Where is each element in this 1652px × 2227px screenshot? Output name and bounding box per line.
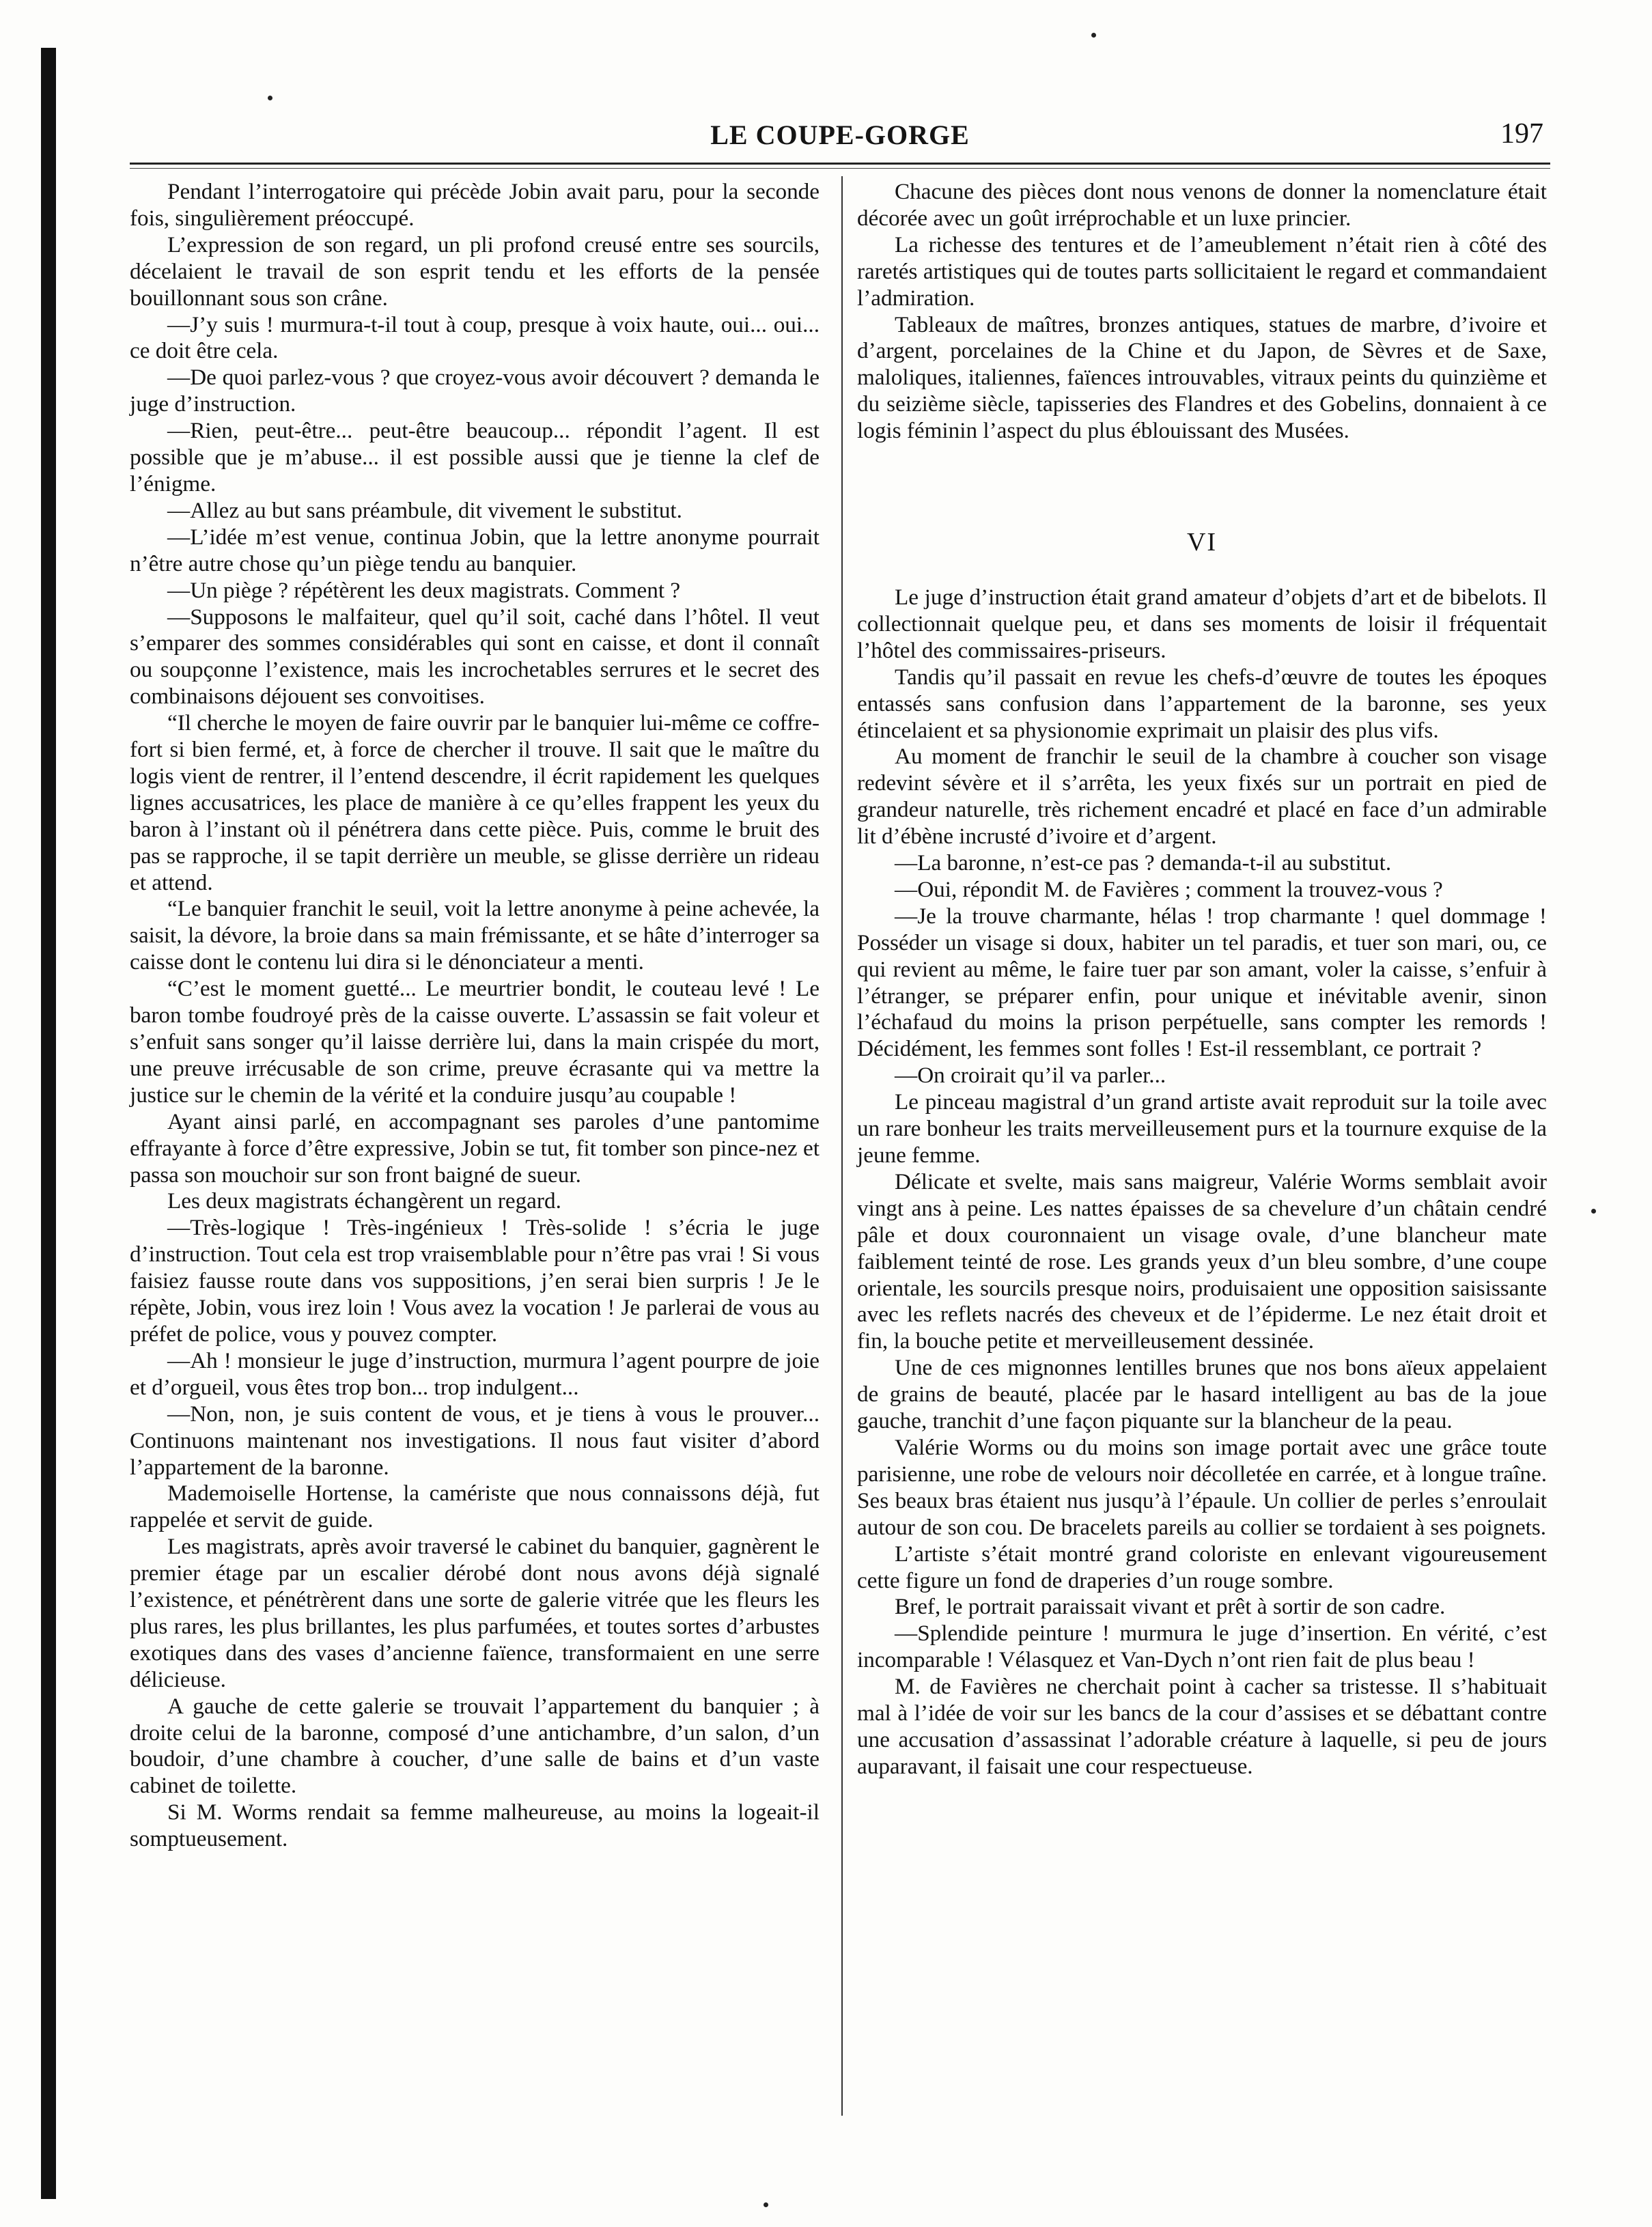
paragraph: Valérie Worms ou du moins son image portait avec une grâce toute parisienne, une robe de velours noir décolletée en carrée, et à longue traîne. Ses beaux bras étaient nus jusqu’à l’épaule. Un collier de perles s’enroulait autour de son cou. De bracelets pareils au collier se tordaient à ses poignets. [857,1434,1547,1540]
paragraph: —Je la trouve charmante, hélas ! trop charmante ! quel dommage ! Posséder un visage si doux, habiter un tel paradis, et tuer son mari, ou, ce qui revient au même, le faire tuer par son amant, voler la caisse, s’enfuir à l’étranger, se préparer enfin, pour unique et inévitable avenir, sinon l’échafaud du moins la prison perpétuelle, sans compter les remords ! Décidément, les femmes sont folles ! Est-il ressemblant, ce portrait ? [857,903,1547,1062]
paragraph: —L’idée m’est venue, continua Jobin, que la lettre anonyme pourrait n’être autre chose qu’un piège tendu au banquier. [130,524,820,576]
paragraph: Les deux magistrats échangèrent un regard. [167,1188,561,1214]
paragraph: Tandis qu’il passait en revue les chefs-d’œuvre de toutes les époques entassés sans confusion dans l’appartement de la baronne, ses yeux étincelaient et sa physionomie exprimait un plaisir des plus vifs. [857,664,1547,743]
paragraph: —Un piège ? répétèrent les deux magistrats. Comment ? [167,577,681,603]
right-column-section-after [857,585,1547,1780]
paragraph: L’expression de son regard, un pli profond creusé entre ses sourcils, décelaient le travail de son esprit tendu et les efforts de la pensée bouillonnant sous son crâne. [130,232,820,311]
paragraph: Le juge d’instruction était grand amateur d’objets d’art et de bibelots. Il collectionnait quelque peu, et dans ses moments de loisir il fréquentait l’hôtel des commissaires-priseurs. [857,584,1547,663]
paragraph: —Non, non, je suis content de vous, et je tiens à vous le prouver... Continuons maintenant nos investigations. Il nous faut visiter d’abord l’appartement de la baronne. [130,1401,820,1480]
paragraph: M. de Favières ne cherchait point à cacher sa tristesse. Il s’habituait mal à l’idée de voir sur les bancs de la cour d’assises et se débattant contre une accusation d’assassinat l’adorable créature à laquelle, si peu de jours auparavant, il faisait une cour respectueuse. [857,1674,1547,1779]
right-column-section-before [857,179,1547,445]
paragraph: —La baronne, n’est-ce pas ? demanda-t-il au substitut. [895,850,1392,876]
paragraph: —Oui, répondit M. de Favières ; comment la trouvez-vous ? [895,876,1443,902]
page-binding-edge [41,48,56,2199]
paragraph: —On croirait qu’il va parler... [895,1063,1166,1089]
page-header [130,116,1550,157]
right-column [857,179,1547,1780]
running-title: LE COUPE-GORGE [710,120,970,150]
paragraph: Chacune des pièces dont nous venons de donner la nomenclature était décorée avec un goût irréprochable et un luxe princier. [857,179,1547,231]
paragraph: Ayant ainsi parlé, en accompagnant ses paroles d’une pantomime effrayante à force d’être expressive, Jobin se tut, fit tomber son pince-nez et passa son mouchoir sur son front baigné de sueur. [130,1108,820,1188]
print-speck [1091,33,1096,38]
paragraph: Pendant l’interrogatoire qui précède Jobin avait paru, pour la seconde fois, singulièrement préoccupé. [130,179,820,231]
paragraph: Si M. Worms rendait sa femme malheureuse, au moins la logeait-il somptueusement. [130,1799,820,1852]
print-speck [764,2202,768,2207]
section-gap [857,445,1547,491]
header-rule-thin [130,168,1550,169]
paragraph: Mademoiselle Hortense, la caméristе que nous connaissons déjà, fut rappelée et servit de guide. [130,1481,820,1533]
paragraph: —Rien, peut-être... peut-être beaucoup... répondit l’agent. Il est possible que je m’abuse... il est possible aussi que je tienne la clef de l’énigme. [130,418,820,496]
paragraph: Délicate et svelte, mais sans maigreur, Valérie Worms semblait avoir vingt ans à peine. Les nattes épaisses de sa chevelure d’un châtain cendré pâle et doux couronnaient un visage ovale, d’une blancheur mate faiblement teinté de rose. Les grands yeux d’un bleu sombre, d’une coupe orientale, les sourcils presque noirs, produisaient une opposition saisissante avec les reflets nacrés des cheveux et de l’épiderme. Le nez était droit et fin, la bouche petite et merveilleusement dessinée. [857,1168,1547,1354]
paragraph: Au moment de franchir le seuil de la chambre à coucher son visage redevint sévère et il s’arrêta, les yeux fixés sur un portrait en pied de grandeur naturelle, très richement encadré et placé en face d’un admirable lit d’ébène incrusté d’ivoire et d’argent. [857,744,1547,850]
paragraph: —Supposons le malfaiteur, quel qu’il soit, caché dans l’hôtel. Il veut s’emparer des sommes considérables qui sont en caisse, et dont il connaît ou soupçonne l’existence, mais les incrochetables serrures et le secret des combinaisons déjouent ses convoitises. [130,604,820,710]
print-speck [268,96,272,100]
paragraph: A gauche de cette galerie se trouvait l’appartement du banquier ; à droite celui de la baronne, composé d’une antichambre, d’un salon, d’un boudoir, d’une chambre à coucher, d’une salle de bains et d’un vaste cabinet de toilette. [130,1693,820,1799]
paragraph: —Très-logique ! Très-ingénieux ! Très-solide ! s’écria le juge d’instruction. Tout cela est trop vraisemblable pour n’être pas vrai ! Si vous faisiez fausse route dans vos suppositions, j’en serai bien surpris ! Je le répète, Jobin, vous irez loin ! Vous avez la vocation ! Je parlerai de vous au préfet de police, vous y pouvez compter. [130,1215,820,1347]
paragraph: —Allez au but sans préambule, dit vivement le substitut. [167,497,682,523]
paragraph: Le pinceau magistral d’un grand artiste avait reproduit sur la toile avec un rare bonheur les traits merveilleusement purs et la tournure exquise de la jeune femme. [857,1089,1547,1168]
page-number: 197 [1500,118,1543,150]
print-speck [1591,1209,1596,1214]
paragraph: “Le banquier franchit le seuil, voit la lettre anonyme à peine achevée, la saisit, la dévore, la broie dans sa main frémissante, et se hâte d’interroger sa caisse dont le contenu lui dira si le dénonciateur a menti. [130,896,820,975]
paragraph: Une de ces mignonnes lentilles brunes que nos bons aïeux appelaient de grains de beauté, placée par le hasard intelligent au bas de la joue gauche, tranchit d’une façon piquante sur la blancheur de la peau. [857,1355,1547,1434]
left-column [130,179,820,1853]
chapter-heading: VI [1186,528,1218,557]
paragraph: —De quoi parlez-vous ? que croyez-vous avoir découvert ? demanda le juge d’instruction. [130,365,820,417]
header-rule [130,163,1550,165]
paragraph: “C’est le moment guetté... Le meurtrier bondit, le couteau levé ! Le baron tombe foudroyé près de la caisse ouverte. L’assassin se fait voleur et s’enfuit sans songer qu’il laisse derrière lui, dans la main crispée du mort, une preuve irrécusable de son crime, preuve écrasante qui va mettre la justice sur le chemin de la vérité et la conduire jusqu’au coupable ! [130,976,820,1108]
column-divider [841,176,843,2116]
paragraph: —J’y suis ! murmura-t-il tout à coup, presque à voix haute, oui... oui... ce doit être cela. [130,311,820,364]
paragraph: La richesse des tentures et de l’ameublement n’était rien à côté des raretés artistiques qui de toutes parts sollicitaient le regard et commandaient l’admiration. [857,232,1547,311]
paragraph: Bref, le portrait paraissait vivant et prêt à sortir de son cadre. [895,1594,1446,1620]
paragraph: L’artiste s’était montré grand coloriste en enlevant vigoureusement cette figure un fond de draperies d’un rouge sombre. [857,1541,1547,1593]
paragraph: Tableaux de maîtres, bronzes antiques, statues de marbre, d’ivoire et d’argent, porcelaines de la Chine et du Japon, de Sèvres et de Saxe, maloliques, italiennes, faïences introuvables, vitraux peints du quinzième et du seizième siècle, tapisseries des Flandres et des Gobelins, donnaient à ce logis féminin l’aspect du plus éblouissant des Musées. [857,311,1547,444]
paragraph: Les magistrats, après avoir traversé le cabinet du banquier, gagnèrent le premier étage par un escalier dérobé dont nous avons déjà signalé l’existence, et pénétrèrent dans une sorte de galerie vitrée que les fleurs les plus rares, les plus brillantes, les plus parfumées, et toutes sortes d’arbustes exotiques dans des vases d’ancienne faïence, transformaient en une serre délicieuse. [130,1534,820,1692]
paragraph: “Il cherche le moyen de faire ouvrir par le banquier lui-même ce coffre-fort si bien fermé, et, à force de chercher il trouve. Il sait que le maître du logis vient de rentrer, il l’entend descendre, il écrit rapidement les quelques lignes accusatrices, les place de manière à ce qu’elles frappent les yeux du baron à l’instant où il pénétrera dans cette pièce. Puis, comme le bruit des pas se rapproche, il se tapit derrière un meuble, se glisse derrière un rideau et attend. [130,710,820,895]
paragraph: —Splendide peinture ! murmura le juge d’insertion. En vérité, c’est incomparable ! Vélasquez et Van-Dych n’ont rien fait de plus beau ! [857,1621,1547,1673]
paragraph: —Ah ! monsieur le juge d’instruction, murmura l’agent pourpre de joie et d’orgueil, vous êtes trop bon... trop indulgent... [130,1347,820,1400]
